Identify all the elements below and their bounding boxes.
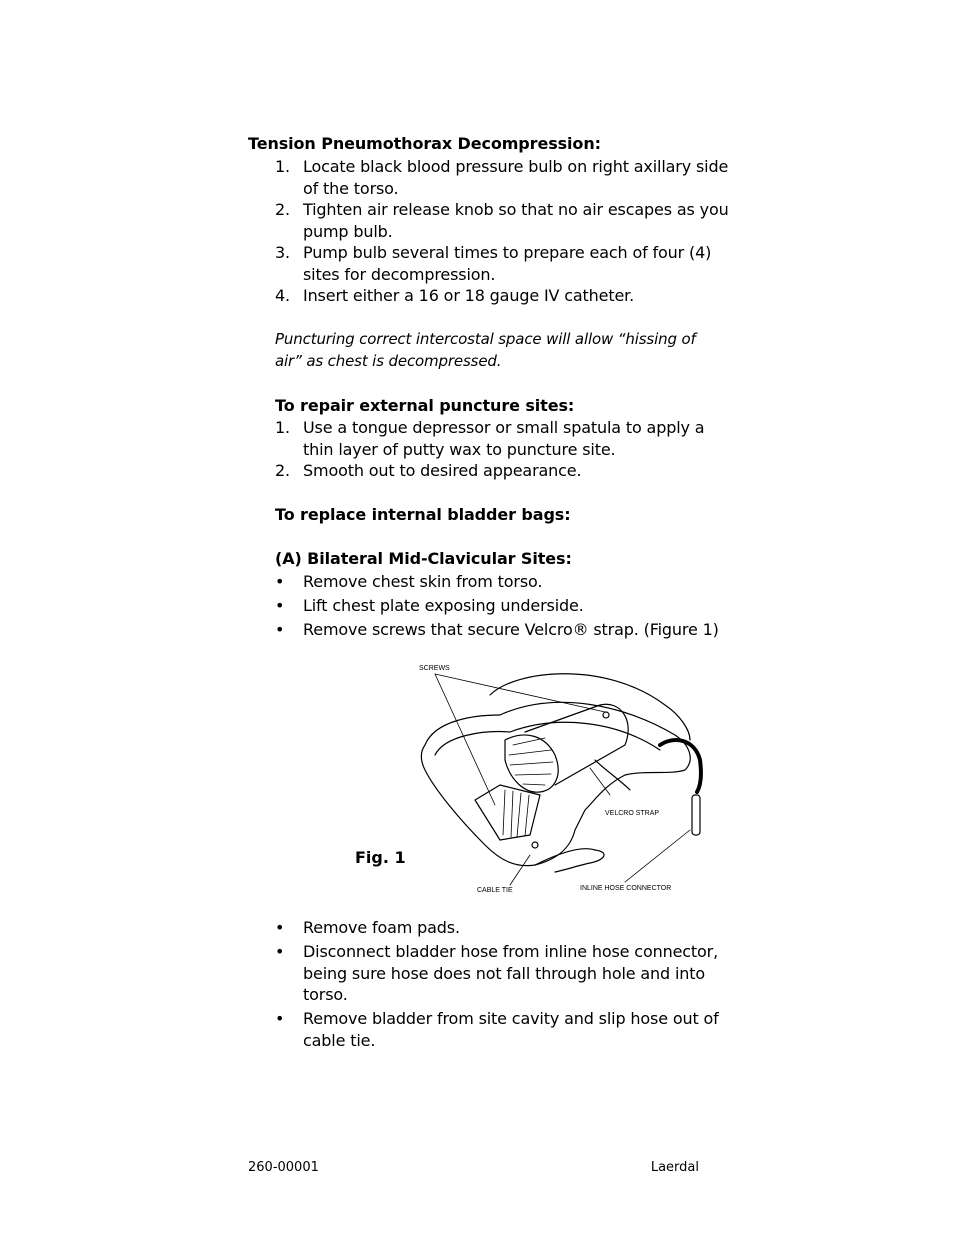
list-item: [275, 417, 735, 460]
post-figure-bullets: [275, 917, 735, 1054]
list-item: [275, 460, 735, 482]
bullet-icon: •: [275, 918, 285, 937]
leader-line: [510, 855, 530, 885]
step-text: Smooth out to desired appearance.: [303, 461, 582, 480]
list-item: [275, 285, 735, 307]
bullet-text: Remove screws that secure Velcro® strap. (Figure 1): [303, 620, 719, 639]
replace-title: To replace internal bladder bags:: [275, 505, 571, 524]
bullet-text: Remove bladder from site cavity and slip hose out of cable tie.: [303, 1009, 719, 1050]
list-item: [275, 941, 735, 1006]
step-number: 1.: [275, 157, 290, 176]
step-text: Insert either a 16 or 18 gauge IV catheter.: [303, 286, 635, 305]
bullet-text: Lift chest plate exposing underside.: [303, 596, 584, 615]
step-number: 2.: [275, 200, 290, 219]
bullet-icon: •: [275, 620, 285, 639]
bladder-texture: [509, 738, 553, 785]
footer-brand: Laerdal: [650, 1160, 699, 1175]
list-item: [275, 156, 735, 199]
step-number: 1.: [275, 418, 290, 437]
step-number: 2.: [275, 461, 290, 480]
list-item: [275, 199, 735, 242]
hand-shape: [535, 849, 604, 872]
screw-icon: [603, 712, 609, 718]
italic-note: Puncturing correct intercostal space will allow “hissing of air” as chest is decompressed.: [275, 330, 696, 370]
label-screws: SCREWS: [419, 665, 450, 672]
hose: [660, 740, 701, 792]
label-inline-connector: INLINE HOSE CONNECTOR: [580, 885, 672, 892]
step-number: 4.: [275, 286, 290, 305]
leader-line: [625, 830, 690, 882]
list-item: [275, 619, 735, 641]
figure-1-illustration: [405, 660, 715, 900]
step-number: 3.: [275, 243, 290, 262]
plate-top-edge: [490, 674, 690, 740]
step-text: Tighten air release knob so that no air escapes as you pump bulb.: [303, 200, 729, 241]
list-item: [275, 595, 735, 617]
leader-line: [590, 768, 610, 795]
screw-icon: [532, 842, 538, 848]
inline-connector: [692, 795, 700, 835]
label-velcro-strap: VELCRO STRAP: [605, 810, 660, 817]
bullet-icon: •: [275, 942, 285, 961]
step-text: Pump bulb several times to prepare each of four (4) sites for decompression.: [303, 243, 712, 284]
leader-line: [435, 674, 495, 805]
bladder-body: [525, 704, 628, 785]
figure-caption: Fig. 1: [355, 848, 406, 867]
step-text: Use a tongue depressor or small spatula to apply a thin layer of putty wax to puncture site.: [303, 418, 705, 459]
bullet-text: Remove chest skin from torso.: [303, 572, 543, 591]
repair-title: To repair external puncture sites:: [275, 396, 575, 415]
repair-steps: [275, 417, 735, 482]
bullet-icon: •: [275, 596, 285, 615]
list-item: [275, 242, 735, 285]
bullet-icon: •: [275, 572, 285, 591]
list-item: [275, 917, 735, 939]
footer-doc-number: 260-00001: [248, 1160, 319, 1175]
section-title: Tension Pneumothorax Decompression:: [248, 134, 601, 153]
step-text: Locate black blood pressure bulb on right axillary side of the torso.: [303, 157, 729, 198]
decompression-steps: [275, 156, 735, 307]
label-cable-tie: CABLE TIE: [477, 887, 513, 894]
list-item: [275, 1008, 735, 1051]
foam-lines: [503, 790, 529, 837]
bullet-text: Remove foam pads.: [303, 918, 460, 937]
section-a-bullets: [275, 571, 735, 643]
foam-cavity: [475, 785, 540, 840]
bullet-icon: •: [275, 1009, 285, 1028]
list-item: [275, 571, 735, 593]
bullet-text: Disconnect bladder hose from inline hose connector, being sure hose does not fall through hole and into torso.: [303, 942, 719, 1004]
section-a-title: (A) Bilateral Mid-Clavicular Sites:: [275, 549, 572, 568]
